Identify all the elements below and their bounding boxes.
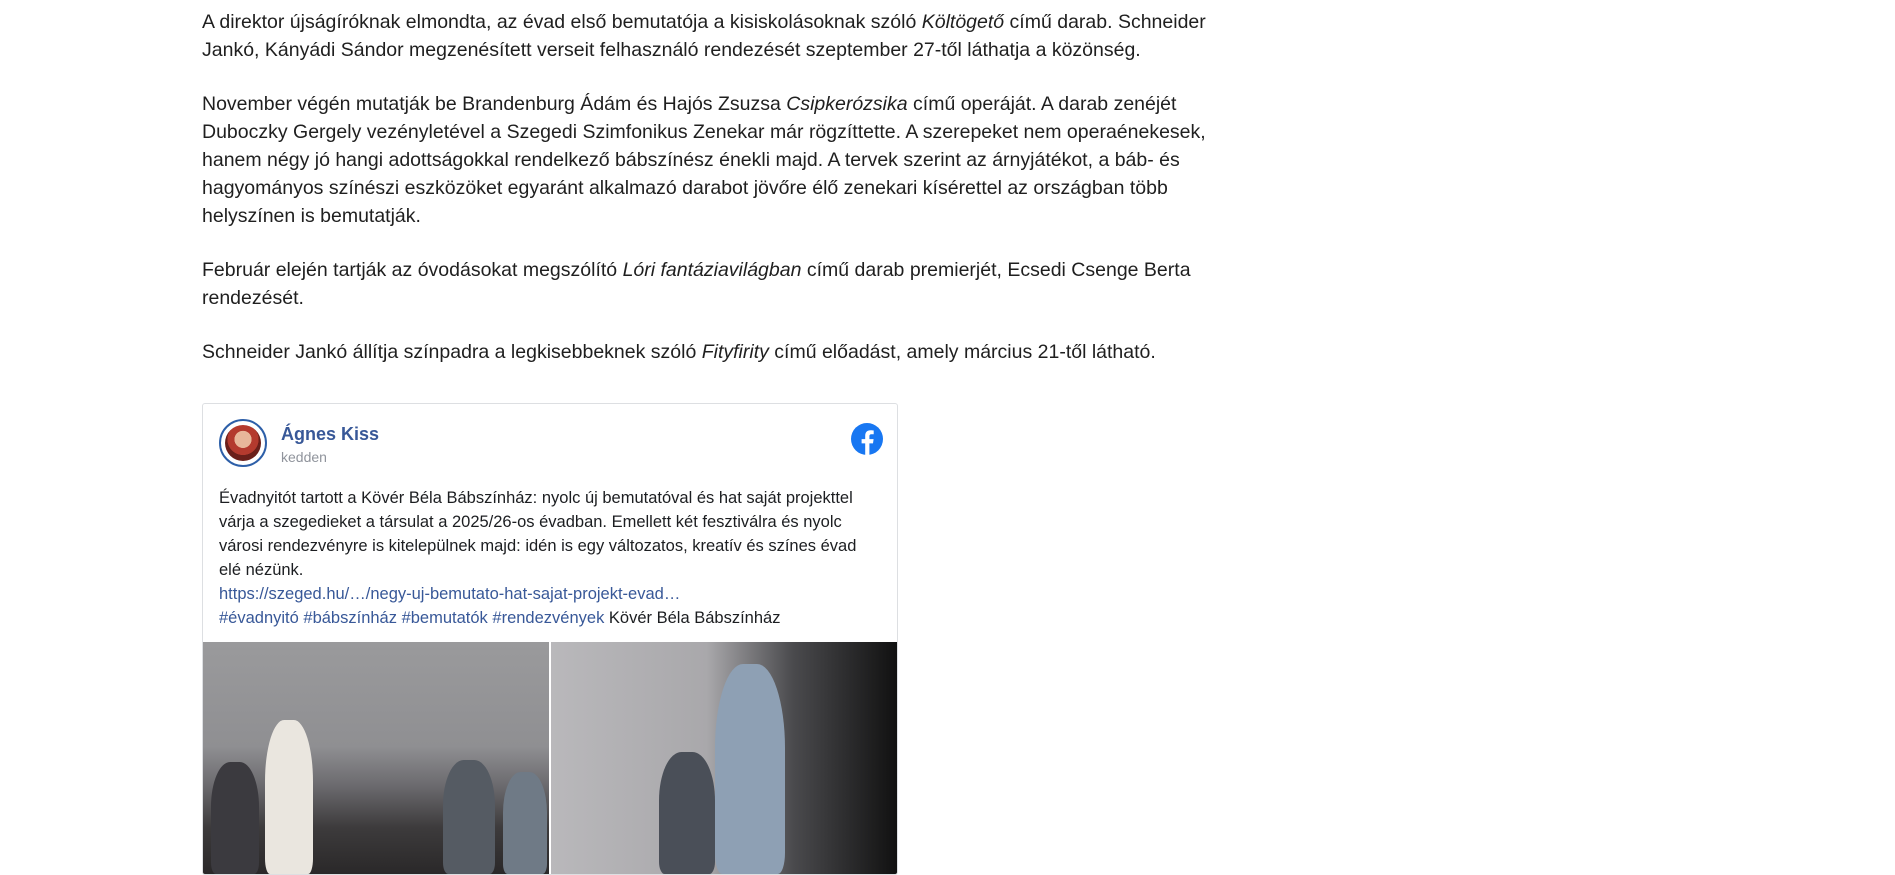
person-figure [715, 664, 785, 874]
person-figure [443, 760, 495, 874]
person-figure [265, 720, 313, 874]
article-paragraph-2 [202, 90, 1242, 230]
post-body [219, 486, 879, 630]
hashtag-rendezvenyek[interactable]: #rendezvények [492, 609, 605, 627]
post-author[interactable]: Ágnes Kiss [281, 424, 380, 444]
facebook-icon[interactable] [851, 423, 883, 455]
article-paragraph-3 [202, 256, 1242, 312]
hashtag-bemutatok[interactable]: #bemutatók [401, 609, 488, 627]
facebook-embed-card [202, 403, 898, 875]
paragraph-text: című darab. Schneider Jankó, Kányádi Sándor megzenésített verseit felhasználó rendezését szeptember 27-től láthatja a közönség. [202, 11, 1206, 61]
article-body [202, 8, 1242, 392]
paragraph-text: című darab premierjét, Ecsedi Csenge Berta rendezését. [202, 259, 1191, 309]
photo-stage-panel[interactable] [203, 642, 549, 874]
post-link[interactable]: https://szeged.hu/…/negy-uj-bemutato-hat-sajat-projekt-evad… [219, 585, 681, 603]
hashtag-babszinhaz[interactable]: #bábszínház [303, 609, 397, 627]
paragraph-text: című előadást, amely március 21-től látható. [768, 341, 1156, 363]
post-text: Évadnyitót tartott a Kövér Béla Bábszínház: nyolc új bemutatóval és hat saját projekttel várja a szegedieket a társulat a 2025/26-os évadban. Emellett két fesztiválra és nyolc városi rendezvényre is kitelepülnek majd: idén is egy változatos, kreatív és színes évad elé nézünk. [219, 489, 857, 579]
avatar[interactable] [219, 419, 267, 467]
paragraph-text: Schneider Jankó állítja színpadra a legkisebbeknek szóló [202, 341, 702, 363]
person-figure [503, 772, 547, 874]
page-tag[interactable]: Kövér Béla Bábszínház [608, 609, 781, 627]
paragraph-text: A direktor újságíróknak elmondta, az évad első bemutatója a kisiskolásoknak szóló [202, 11, 922, 33]
post-time[interactable]: kedden [281, 449, 327, 465]
play-title: Költögető [921, 11, 1005, 33]
person-figure [659, 752, 715, 874]
hashtag-evadnyito[interactable]: #évadnyitó [219, 609, 299, 627]
post-hashtags [219, 606, 879, 630]
paragraph-text: Február elején tartják az óvodásokat megszólító [202, 259, 623, 281]
paragraph-text: című operáját. A darab zenéjét Duboczky Gergely vezényletével a Szegedi Szimfonikus Zenekar már rögzíttette. A szerepeket nem operaénekesek, hanem négy jó hangi adottságokkal rendelkező bábszínész énekli majd. A tervek szerint az árnyjátékot, a báb- és hagyományos színészi eszközöket egyaránt alkalmazó darabot jövőre élő zenekari kísérettel az országban több helyszínen is bemutatják. [202, 93, 1206, 227]
play-title: Lóri fantáziavilágban [622, 259, 802, 281]
post-header [219, 419, 883, 471]
article-paragraph-1 [202, 8, 1242, 64]
play-title: Fityfirity [701, 341, 769, 363]
play-title: Csipkerózsika [786, 93, 908, 115]
article-paragraph-4 [202, 338, 1242, 366]
avatar-image [225, 425, 261, 461]
person-figure [211, 762, 259, 874]
paragraph-text: November végén mutatják be Brandenburg Ádám és Hajós Zsuzsa [202, 93, 787, 115]
post-photos [203, 642, 897, 874]
photo-speaker[interactable] [551, 642, 897, 874]
